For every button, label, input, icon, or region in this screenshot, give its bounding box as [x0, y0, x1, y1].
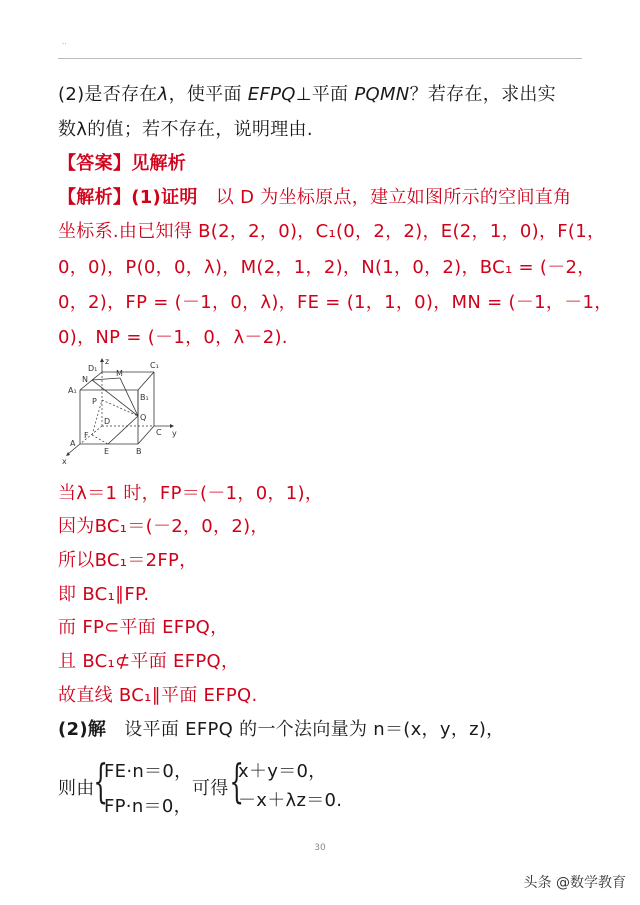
- analysis-part1: (1)证明: [131, 187, 198, 208]
- proof-line-3: 所以BC₁＝2FP，: [58, 550, 198, 571]
- analysis-label: 【解析】: [58, 187, 132, 208]
- system2-eq1: x＋y＝0，: [238, 761, 327, 782]
- analysis-line-5: 0)，NP = (－1，0，λ－2).: [58, 327, 288, 348]
- analysis-line-4: 0，2)，FP = (－1，0，λ)，FE = (1，1，0)，MN = (－1，－1，: [58, 292, 613, 313]
- label-c: C: [156, 428, 162, 437]
- proof-line-2: 因为BC₁＝(－2，0，2)，: [58, 516, 269, 537]
- label-m: M: [116, 369, 123, 378]
- label-a: A: [70, 439, 76, 448]
- analysis-line-1: [58, 186, 571, 210]
- proof-line-4: 即 BC₁∥FP.: [58, 584, 150, 605]
- proof-line-6: 且 BC₁⊄平面 EFPQ，: [58, 651, 240, 672]
- system2-eq2: －x＋λz＝0.: [238, 790, 343, 811]
- page-number: 30: [314, 843, 326, 853]
- q-plane-efpq: EFPQ: [247, 84, 296, 105]
- analysis-line-2: 坐标系.由已知得 B(2，2，0)，C₁(0，2，2)，E(2，1，0)，F(1，: [58, 221, 606, 242]
- header-mark: ··: [62, 40, 67, 48]
- watermark: 头条 @数学教育: [523, 875, 626, 891]
- q-text-a: (2)是否存在: [58, 84, 158, 105]
- get-label: 可得: [192, 778, 229, 799]
- q-plane-pqmn: PQMN: [354, 84, 410, 105]
- label-y: y: [172, 429, 177, 438]
- label-f: F: [84, 431, 89, 440]
- analysis-text-1: 以 D 为坐标原点，建立如图所示的空间直角: [215, 187, 572, 208]
- part2-label: (2)解: [58, 719, 107, 740]
- proof-line-5: 而 FP⊂平面 EFPQ，: [58, 617, 229, 638]
- q-perp: ⊥: [295, 84, 312, 105]
- header-rule: [58, 58, 582, 59]
- q-text-c: 平面: [311, 84, 355, 105]
- then-label: 则由: [58, 778, 95, 799]
- label-e: E: [104, 447, 110, 456]
- part2-line: [58, 718, 504, 742]
- label-d1: D₁: [88, 364, 98, 373]
- label-q: Q: [140, 413, 147, 422]
- left-brace-2: {: [229, 754, 244, 808]
- system1-eq2: FP·n＝0，: [104, 796, 192, 817]
- q-lambda: λ: [157, 84, 169, 105]
- label-d: D: [104, 417, 111, 426]
- system1-eq1: FE·n＝0，: [104, 761, 193, 782]
- analysis-line-3: 0，0)，P(0，0，λ)，M(2，1，2)，N(1，0，2)，BC₁ = (－2，: [58, 257, 596, 278]
- label-x: x: [62, 457, 67, 466]
- question-line-1: [58, 83, 556, 107]
- left-brace-1: {: [93, 754, 108, 808]
- proof-line-1: 当λ＝1 时，FP＝(－1，0，1)，: [58, 483, 324, 504]
- label-p: P: [92, 397, 97, 406]
- label-z: z: [105, 358, 110, 366]
- answer-label: 【答案】见解析: [58, 153, 187, 174]
- label-c1: C₁: [150, 361, 159, 370]
- label-a1: A₁: [68, 386, 77, 395]
- cube-coordinate-figure: [60, 358, 185, 468]
- part2-text: 设平面 EFPQ 的一个法向量为 n＝(x，y，z)，: [124, 719, 505, 740]
- proof-line-7: 故直线 BC₁∥平面 EFPQ.: [58, 685, 258, 706]
- q-text-d: ？若存在，求出实: [409, 84, 556, 105]
- label-b1: B₁: [140, 393, 149, 402]
- label-n: N: [82, 375, 88, 384]
- label-b: B: [136, 447, 142, 456]
- q-text-b: ，使平面: [168, 84, 248, 105]
- question-line-2: 数λ的值；若不存在，说明理由.: [58, 119, 313, 140]
